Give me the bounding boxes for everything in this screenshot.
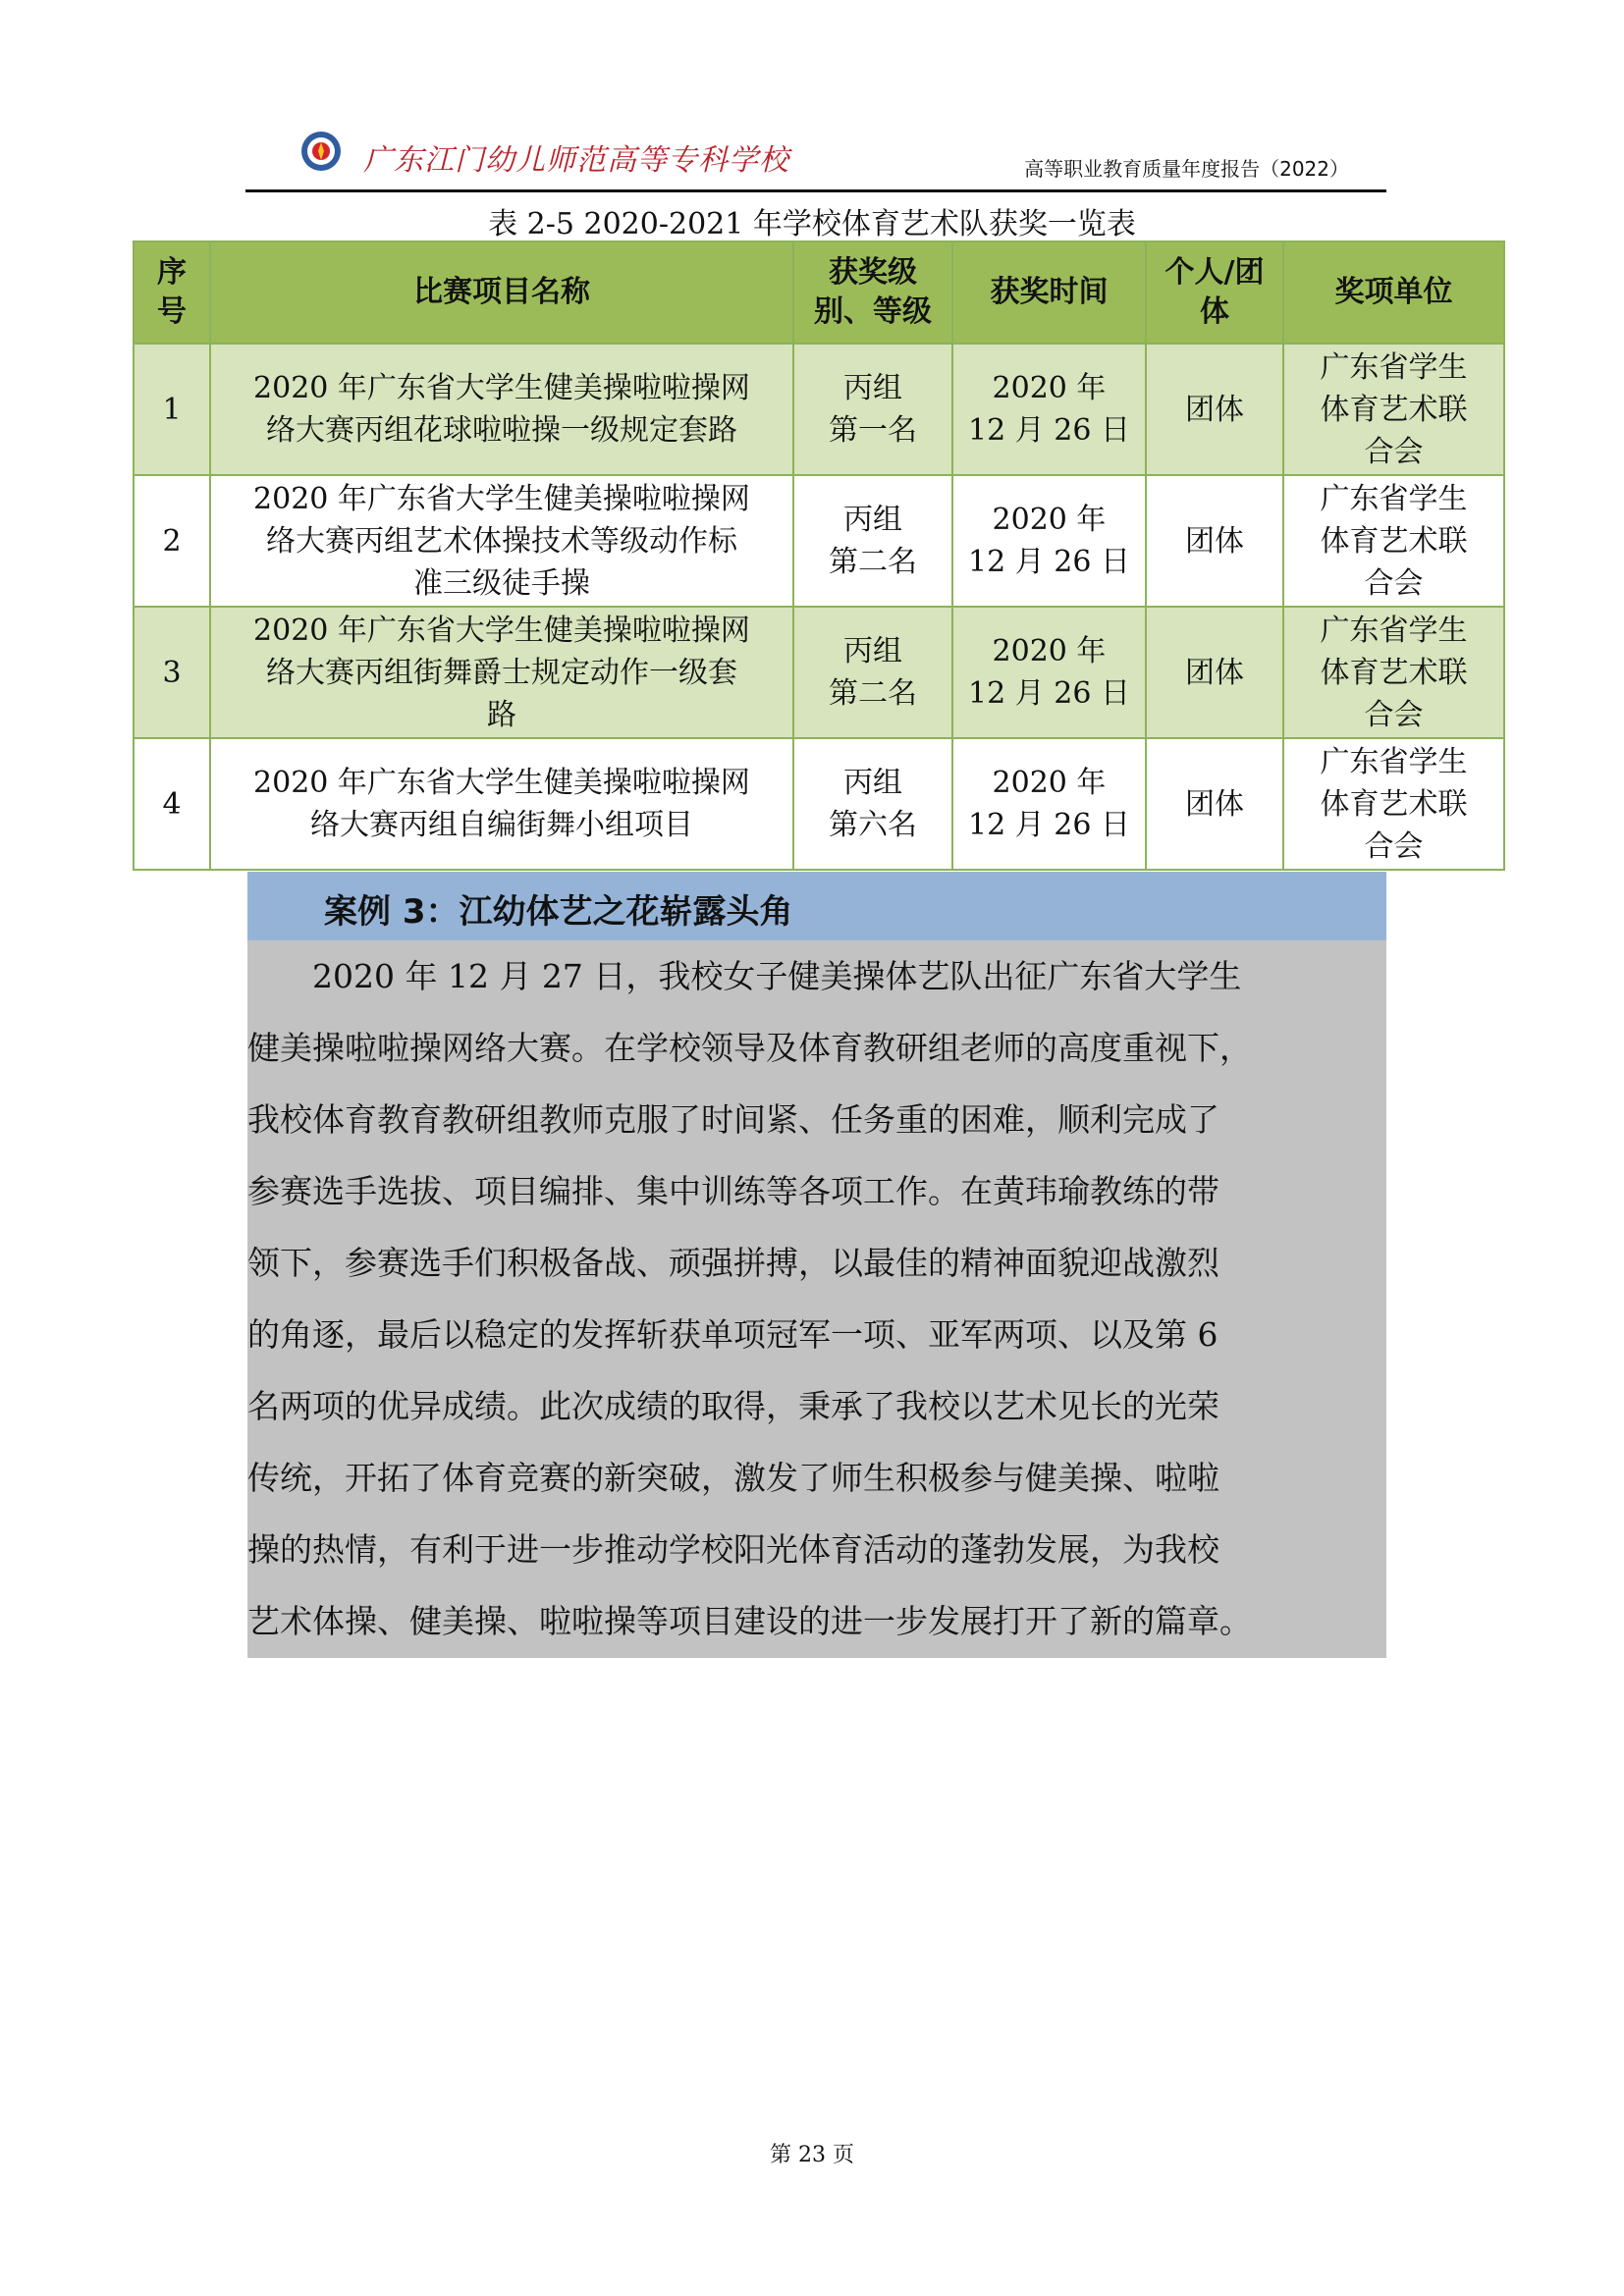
- case-study-box: [247, 872, 1386, 1658]
- table-row: [134, 607, 1504, 738]
- award-date: 2020 年 12 月 26 日: [952, 475, 1146, 607]
- award-level: 丙组 第二名: [793, 475, 952, 607]
- award-organizer: 广东省学生 体育艺术联 合会: [1283, 344, 1504, 475]
- case-text-line: 的角逐，最后以稳定的发挥斩获单项冠军一项、亚军两项、以及第 6: [247, 1315, 1218, 1354]
- table-row: [134, 475, 1504, 607]
- award-type: 团体: [1146, 475, 1283, 607]
- column-header: 获奖级 别、等级: [793, 241, 952, 344]
- table-row: [134, 738, 1504, 870]
- award-type: 团体: [1146, 344, 1283, 475]
- case-text-line: 名两项的优异成绩。此次成绩的取得，秉承了我校以艺术见长的光荣: [247, 1387, 1219, 1425]
- case-title-bar: [247, 872, 1386, 940]
- case-text-line: 操的热情，有利于进一步推动学校阳光体育活动的蓬勃发展，为我校: [247, 1530, 1219, 1569]
- row-number: 3: [134, 607, 210, 738]
- award-type: 团体: [1146, 738, 1283, 870]
- award-level: 丙组 第一名: [793, 344, 952, 475]
- column-header: 获奖时间: [952, 241, 1146, 344]
- awards-table: [133, 240, 1505, 871]
- competition-name: 2020 年广东省大学生健美操啦啦操网 络大赛丙组街舞爵士规定动作一级套 路: [210, 607, 793, 738]
- table-header-row: [134, 241, 1504, 344]
- award-level: 丙组 第六名: [793, 738, 952, 870]
- award-date: 2020 年 12 月 26 日: [952, 344, 1146, 475]
- school-logo-icon: [299, 130, 343, 173]
- column-header: 比赛项目名称: [210, 241, 793, 344]
- case-text-line: 我校体育教育教研组教师克服了时间紧、任务重的困难，顺利完成了: [247, 1100, 1219, 1139]
- column-header: 个人/团 体: [1146, 241, 1283, 344]
- page-number: 第 23 页: [770, 2143, 854, 2167]
- table-row: [134, 344, 1504, 475]
- row-number: 1: [134, 344, 210, 475]
- case-body: [247, 940, 1386, 1657]
- award-organizer: 广东省学生 体育艺术联 合会: [1283, 475, 1504, 607]
- header-rule: [245, 189, 1386, 192]
- award-date: 2020 年 12 月 26 日: [952, 738, 1146, 870]
- table-title: 表 2-5 2020-2021 年学校体育艺术队获奖一览表: [488, 207, 1136, 241]
- page-header: [245, 118, 1386, 194]
- award-type: 团体: [1146, 607, 1283, 738]
- award-organizer: 广东省学生 体育艺术联 合会: [1283, 607, 1504, 738]
- competition-name: 2020 年广东省大学生健美操啦啦操网 络大赛丙组自编街舞小组项目: [210, 738, 793, 870]
- report-title: 高等职业教育质量年度报告（2022）: [1024, 157, 1349, 181]
- competition-name: 2020 年广东省大学生健美操啦啦操网 络大赛丙组花球啦啦操一级规定套路: [210, 344, 793, 475]
- competition-name: 2020 年广东省大学生健美操啦啦操网 络大赛丙组艺术体操技术等级动作标 准三级徒手操: [210, 475, 793, 607]
- case-title: 案例 3：江幼体艺之花崭露头角: [324, 892, 793, 932]
- award-level: 丙组 第二名: [793, 607, 952, 738]
- award-date: 2020 年 12 月 26 日: [952, 607, 1146, 738]
- case-text-line: 健美操啦啦操网络大赛。在学校领导及体育教研组老师的高度重视下，: [247, 1029, 1252, 1067]
- award-organizer: 广东省学生 体育艺术联 合会: [1283, 738, 1504, 870]
- case-text-line: 领下，参赛选手们积极备战、顽强拼搏，以最佳的精神面貌迎战激烈: [247, 1244, 1219, 1282]
- column-header: 序 号: [134, 241, 210, 344]
- column-header: 奖项单位: [1283, 241, 1504, 344]
- case-text-line: 2020 年 12 月 27 日，我校女子健美操体艺队出征广东省大学生: [247, 957, 1242, 995]
- case-text-line: 艺术体操、健美操、啦啦操等项目建设的进一步发展打开了新的篇章。: [247, 1602, 1252, 1640]
- school-name-script: 广东江门幼儿师范高等专科学校: [363, 143, 789, 178]
- case-text-line: 传统，开拓了体育竞赛的新突破，激发了师生积极参与健美操、啦啦: [247, 1459, 1219, 1497]
- row-number: 4: [134, 738, 210, 870]
- row-number: 2: [134, 475, 210, 607]
- case-text-line: 参赛选手选拔、项目编排、集中训练等各项工作。在黄玮瑜教练的带: [247, 1172, 1219, 1210]
